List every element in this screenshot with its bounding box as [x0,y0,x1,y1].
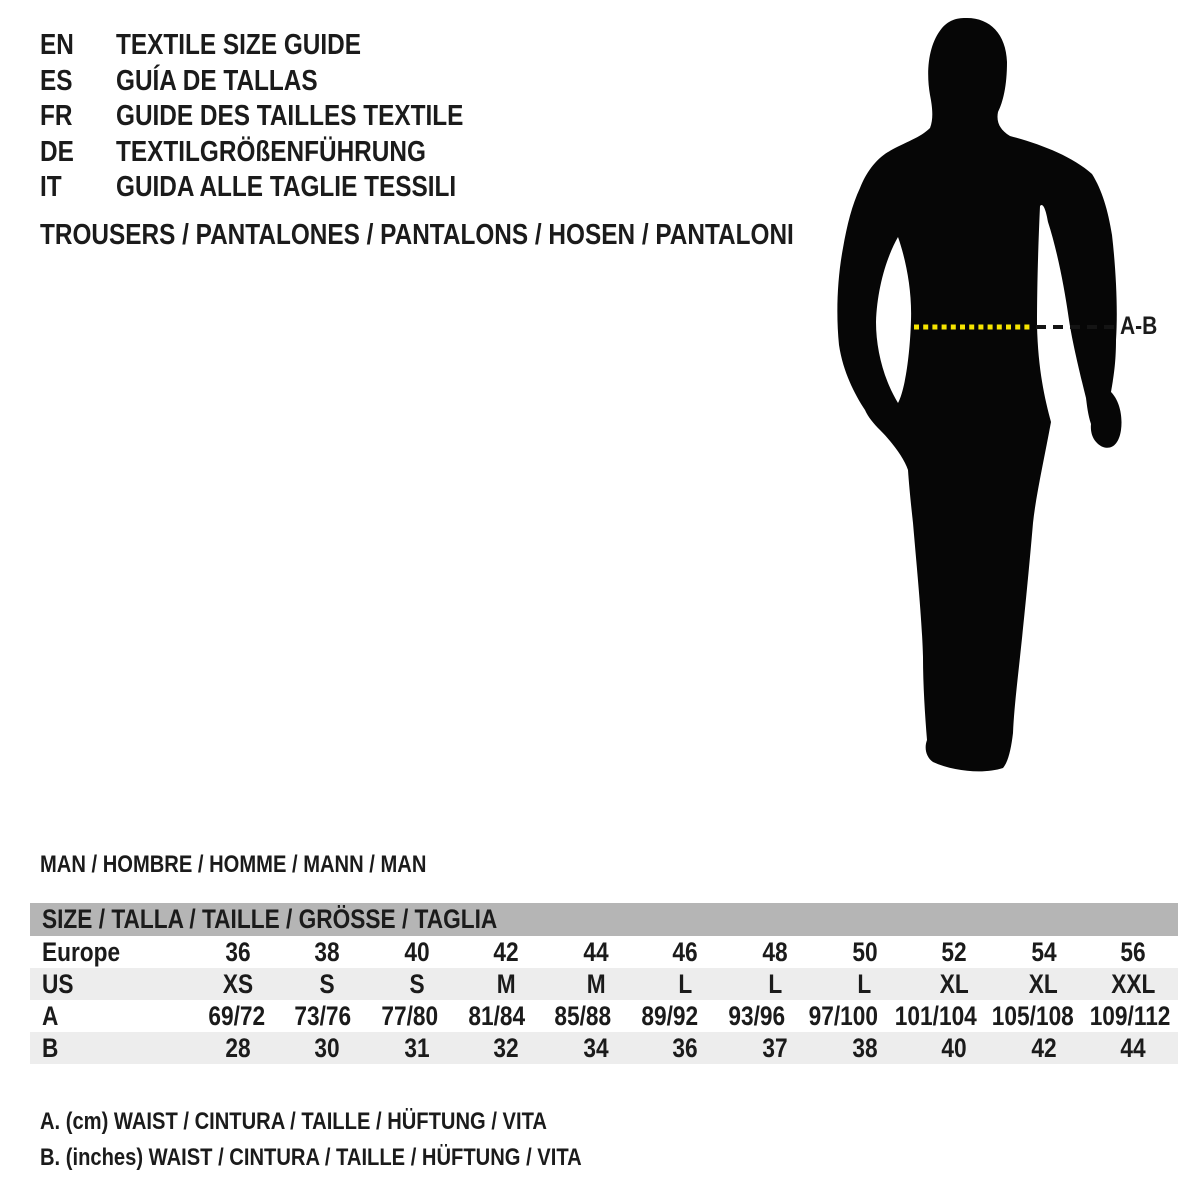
note-b-inches-waist: B. (inches) WAIST / CINTURA / TAILLE / HÜFTUNG / VITA [40,1144,582,1171]
lang-title-en: TEXTILE SIZE GUIDE [116,29,361,62]
lang-row-de [40,135,530,171]
row-label-b: B [42,1032,59,1063]
cell-value: 97/100 [808,1000,879,1031]
cell-value: 44 [583,936,609,967]
cell-value: 56 [1120,936,1146,967]
table-row-a-cm [30,1000,1178,1032]
cell-value: L [768,968,782,999]
size-table [30,903,1178,1064]
cell-value: 73/76 [294,1000,352,1031]
cell-value: 42 [1031,1032,1057,1063]
row-label-us: US [42,968,74,999]
cell-value: 40 [941,1032,967,1063]
size-table-header: SIZE / TALLA / TAILLE / GRÖSSE / TAGLIA [30,903,1178,936]
row-label-a: A [42,1000,59,1031]
cell-value: 30 [314,1032,340,1063]
lang-code-it: IT [40,171,62,204]
cell-value: 109/112 [1089,1000,1171,1031]
cell-value: 69/72 [207,1000,265,1031]
lang-row-en [40,28,530,64]
cell-value: 40 [404,936,430,967]
cell-value: 89/92 [641,1000,699,1031]
lang-code-de: DE [40,135,74,168]
cell-value: S [319,968,335,999]
cell-value: 101/104 [894,1000,977,1031]
lang-title-it: GUIDA ALLE TAGLIE TESSILI [116,171,457,204]
cell-value: XXL [1111,968,1156,999]
cell-value: M [586,968,606,999]
lang-row-it [40,170,530,206]
cell-value: 105/108 [992,1000,1075,1031]
category-title: TROUSERS / PANTALONES / PANTALONS / HOSEN / PANTALONI [40,218,794,251]
table-row-europe [30,936,1178,968]
gender-section-title: MAN / HOMBRE / HOMME / MANN / MAN [40,851,427,878]
cell-value: 32 [493,1032,520,1063]
cell-value: 50 [851,936,878,967]
cell-value: 81/84 [468,1000,525,1031]
cell-value: 36 [672,1032,699,1063]
cell-value: 46 [672,936,699,967]
lang-title-de: TEXTILGRÖßENFÜHRUNG [116,135,426,168]
lang-row-es [40,64,530,100]
cell-value: 77/80 [381,1000,439,1031]
cell-value: 38 [314,936,340,967]
cell-value: XL [939,968,969,999]
cell-value: 38 [851,1032,878,1063]
lang-title-es: GUÍA DE TALLAS [116,64,318,97]
lang-code-en: EN [40,29,74,62]
cell-value: 31 [404,1032,430,1063]
lang-code-es: ES [40,64,73,97]
language-title-list [40,28,530,206]
cell-value: XL [1029,968,1059,999]
measure-label-ab: A-B [1120,311,1158,340]
cell-value: 48 [762,936,788,967]
man-silhouette-figure [820,10,1200,790]
cell-value: M [496,968,516,999]
lang-title-fr: GUIDE DES TAILLES TEXTILE [116,100,464,133]
cell-value: 34 [583,1032,609,1063]
row-label-europe: Europe [42,936,121,967]
lang-code-fr: FR [40,100,73,133]
cell-value: L [857,968,872,999]
cell-value: 85/88 [554,1000,612,1031]
cell-value: L [678,968,693,999]
cell-value: XS [222,968,253,999]
cell-value: 52 [941,936,967,967]
cell-value: 36 [225,936,251,967]
cell-value: 37 [762,1032,788,1063]
lang-row-fr [40,99,530,135]
cell-value: 28 [225,1032,251,1063]
cell-value: 44 [1120,1032,1146,1063]
table-row-us [30,968,1178,1000]
cell-value: 42 [493,936,520,967]
man-silhouette-shape [837,18,1121,771]
note-a-cm-waist: A. (cm) WAIST / CINTURA / TAILLE / HÜFTUNG / VITA [40,1108,547,1135]
cell-value: 54 [1031,936,1057,967]
cell-value: S [409,968,425,999]
table-row-b-inches [30,1032,1178,1064]
cell-value: 93/96 [728,1000,785,1031]
